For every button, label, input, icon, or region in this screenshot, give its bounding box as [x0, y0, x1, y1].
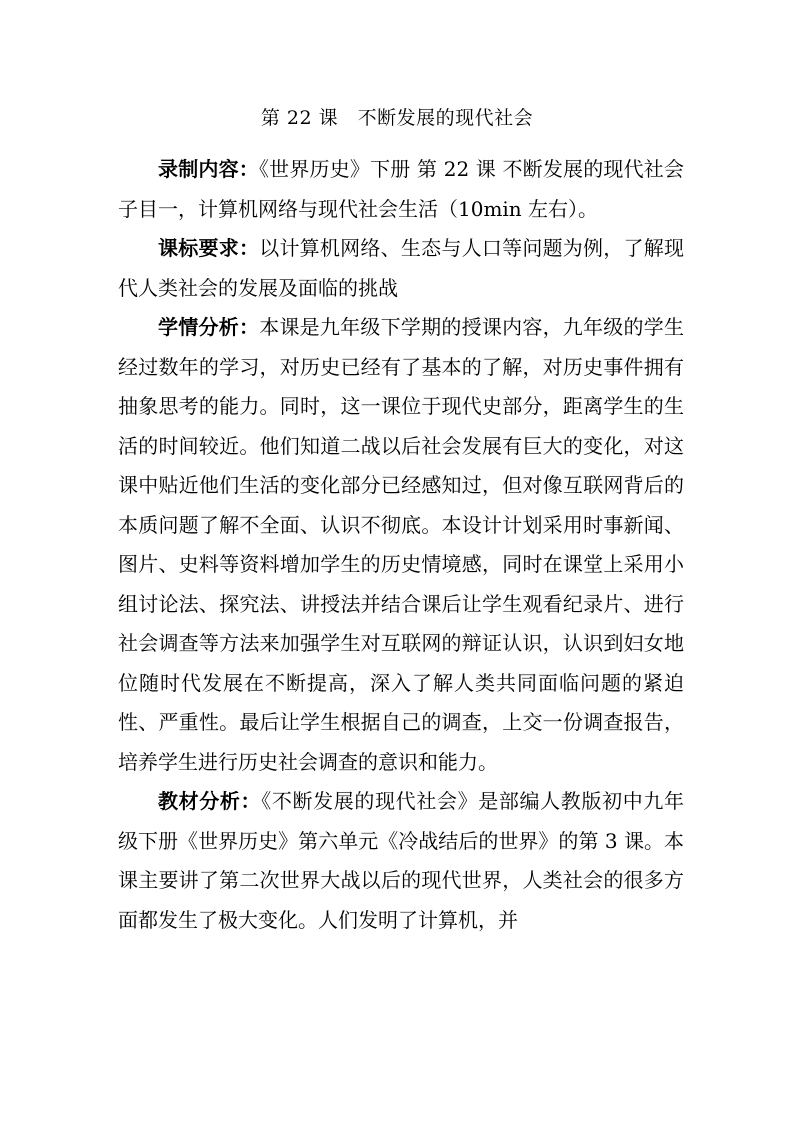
document-title: 第 22 课 不断发展的现代社会 — [260, 107, 534, 129]
section-text: 以计算机网络、生态与人口等问题为例，了解现代人类社会的发展及面临的挑战 — [118, 236, 685, 300]
section-student-analysis — [118, 308, 684, 782]
section-label: 录制内容： — [158, 157, 259, 181]
document-body — [118, 150, 684, 940]
section-label: 课标要求： — [158, 236, 260, 260]
section-recording-content — [118, 150, 684, 229]
section-text: 《不断发展的现代社会》是部编人教版初中九年级下册《世界历史》第六单元《冷战结后的世界》的第 3 课。本课主要讲了第二次世界大战以后的现代世界，人类社会的很多方面都发生了极大变化。人们发明了计算机，并 — [118, 789, 685, 932]
section-label: 教材分析： — [158, 789, 262, 813]
section-text: 《世界历史》下册 第 22 课 不断发展的现代社会子目一，计算机网络与现代社会生活（10min 左右）。 — [118, 157, 684, 221]
section-label: 学情分析： — [158, 315, 260, 339]
section-textbook-analysis — [118, 782, 684, 940]
section-curriculum-requirements — [118, 229, 684, 308]
section-text: 本课是九年级下学期的授课内容，九年级的学生经过数年的学习，对历史已经有了基本的了解，对历史事件拥有抽象思考的能力。同时，这一课位于现代史部分，距离学生的生活的时间较近。他们知道二战以后社会发展有巨大的变化，对这课中贴近他们生活的变化部分已经感知过，但对像互联网背后的本质问题了解不全面、认识不彻底。本设计计划采用时事新闻、图片、史料等资料增加学生的历史情境感，同时在课堂上采用小组讨论法、探究法、讲授法并结合课后让学生观看纪录片、进行社会调查等方法来加强学生对互联网的辩证认识，认识到妇女地位随时代发展在不断提高，深入了解人类共同面临问题的紧迫性、严重性。最后让学生根据自己的调查，上交一份调查报告，培养学生进行历史社会调查的意识和能力。 — [118, 315, 685, 774]
